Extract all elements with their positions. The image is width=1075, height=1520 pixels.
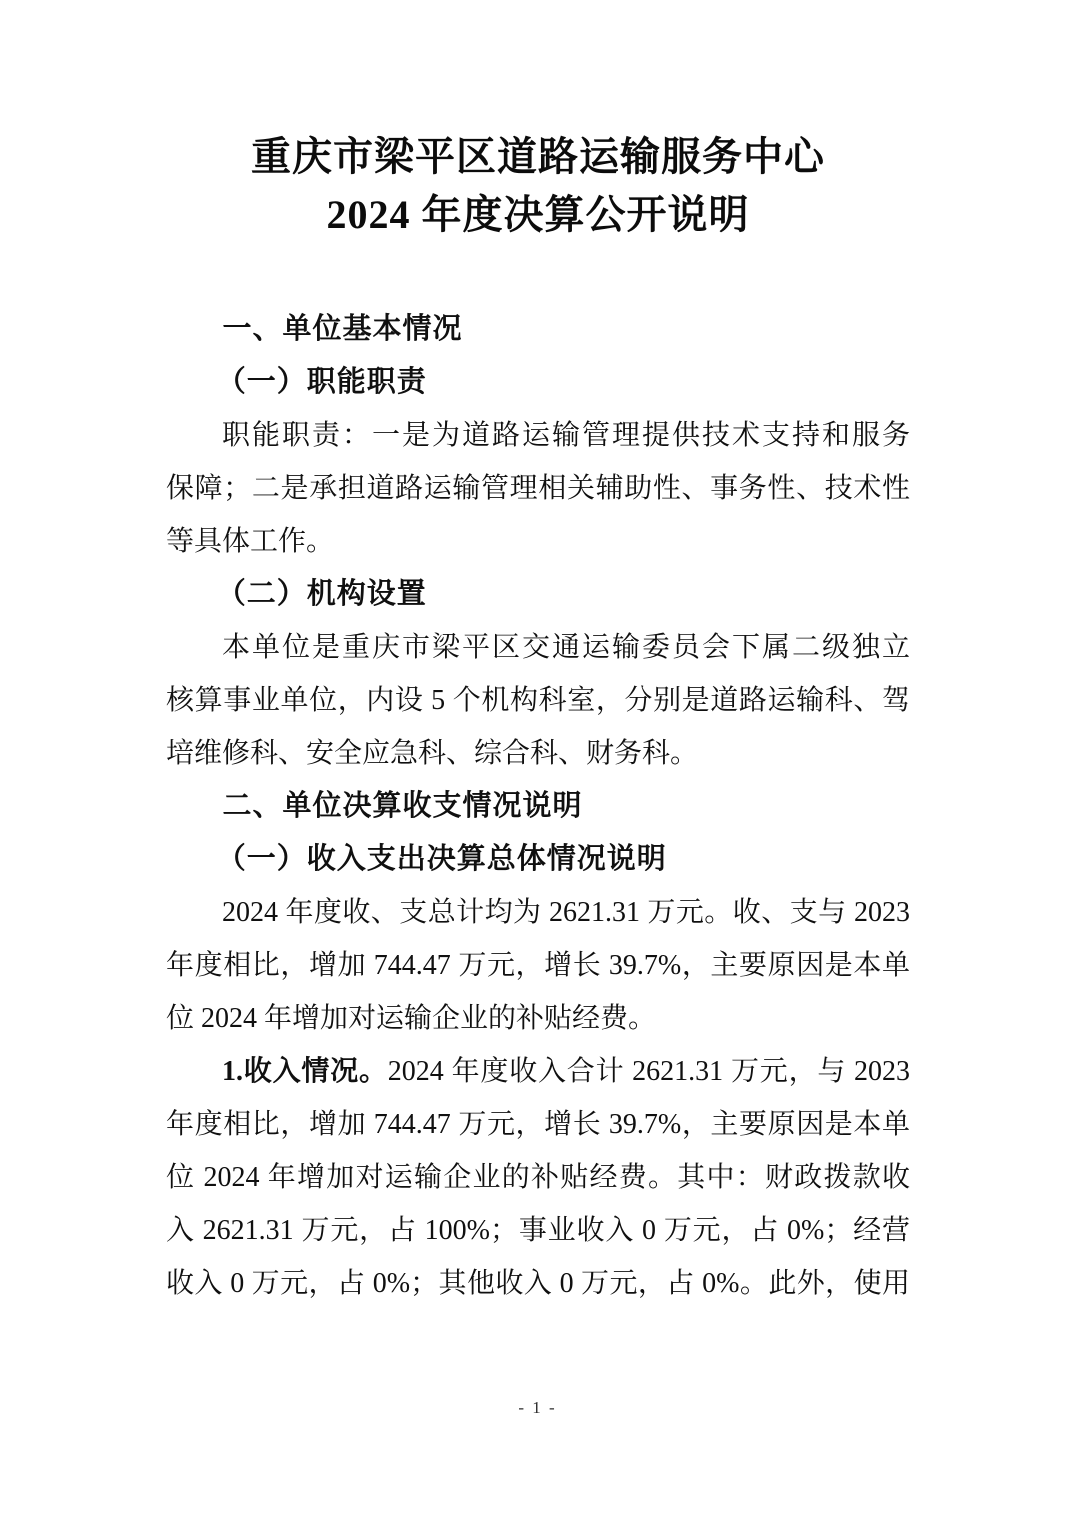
subsection-heading-org-structure: （二）机构设置 — [216, 578, 427, 610]
paragraph-line: 培维修科、安全应急科、综合科、财务科。 — [166, 738, 699, 769]
document-body — [166, 303, 910, 1310]
paragraph-line: 收入 0 万元，占 0%；其他收入 0 万元，占 0%。此外，使用 — [166, 1268, 910, 1299]
page-footer — [0, 1398, 1075, 1418]
paragraph-line-income — [166, 1045, 910, 1098]
subsection-heading-overall-situation: （一）收入支出决算总体情况说明 — [216, 843, 667, 875]
paragraph-line: 等具体工作。 — [166, 526, 335, 557]
paragraph-line: 入 2621.31 万元，占 100%；事业收入 0 万元，占 0%；经营 — [166, 1215, 910, 1246]
section-heading-basic-info: 一、单位基本情况 — [222, 313, 463, 345]
paragraph-line: 2024 年度收、支总计均为 2621.31 万元。收、支与 2023 — [222, 897, 910, 928]
paragraph-line: 核算事业单位，内设 5 个机构科室，分别是道路运输科、驾 — [166, 685, 910, 716]
page-number: - 1 - — [518, 1398, 557, 1417]
paragraph-line-text: 2024 年度收入合计 2621.31 万元，与 2023 — [387, 1056, 910, 1087]
paragraph-line: 位 2024 年增加对运输企业的补贴经费。 — [166, 1003, 657, 1034]
subsection-heading-duties: （一）职能职责 — [216, 366, 427, 398]
paragraph-line: 年度相比，增加 744.47 万元，增长 39.7%，主要原因是本单 — [166, 950, 910, 981]
paragraph-line: 职能职责：一是为道路运输管理提供技术支持和服务 — [222, 420, 910, 451]
paragraph-lead-bold: 1.收入情况。 — [222, 1056, 388, 1087]
paragraph-line: 年度相比，增加 744.47 万元，增长 39.7%，主要原因是本单 — [166, 1109, 910, 1140]
document-title-line-1: 重庆市梁平区道路运输服务中心 — [251, 134, 825, 179]
paragraph-line: 本单位是重庆市梁平区交通运输委员会下属二级独立 — [222, 632, 910, 663]
document-title — [166, 128, 910, 244]
document-title-line-2: 2024 年度决算公开说明 — [326, 192, 750, 237]
paragraph-line: 位 2024 年增加对运输企业的补贴经费。其中：财政拨款收 — [166, 1162, 910, 1193]
section-heading-final-accounts: 二、单位决算收支情况说明 — [222, 790, 583, 822]
paragraph-line: 保障；二是承担道路运输管理相关辅助性、事务性、技术性 — [166, 473, 910, 504]
